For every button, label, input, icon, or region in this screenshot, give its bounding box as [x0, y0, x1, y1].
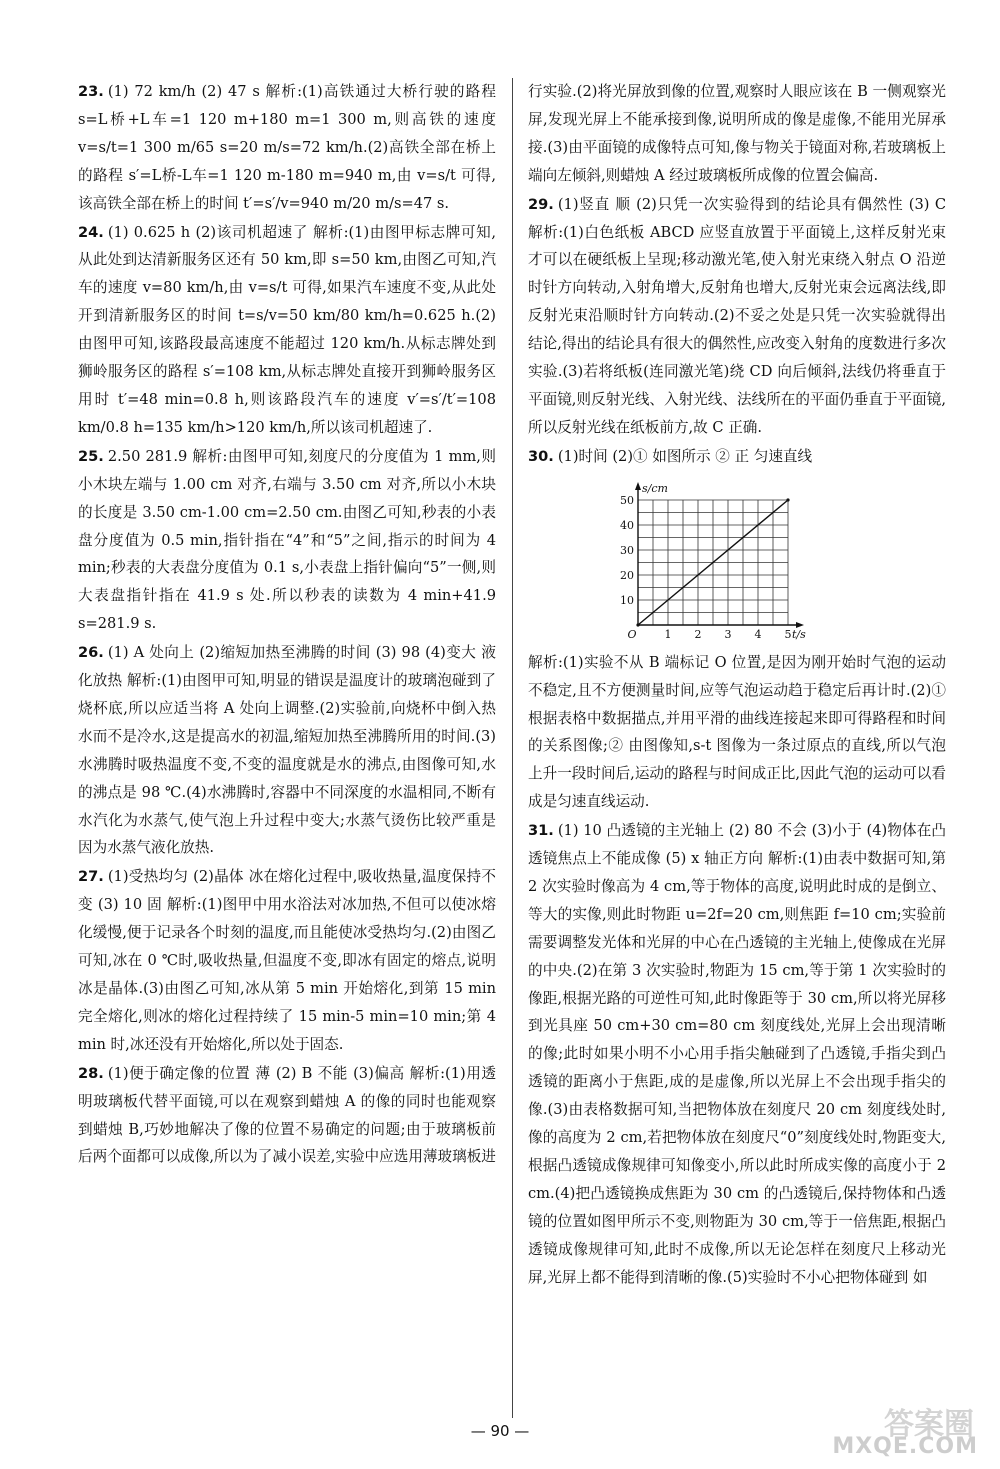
st-graph-svg	[616, 475, 806, 645]
question-number: 23.	[78, 83, 104, 100]
answer-text: (1)受热均匀 (2)晶体 冰在熔化过程中,吸收热量,温度保持不变 (3) 10 固 解析:(1)图甲中用水浴法对冰加热,不但可以使冰熔化缓慢,便于记录各个时刻的温度,而且能使冰受热均匀.(2)由图乙可知,冰在 0 ℃时,吸收热量,但温度不变,即冰有固定的熔点,说明冰是晶体.(3)由图乙可知,冰从第 5 min 开始熔化,到第 15 min 完全熔化,则冰的熔化过程持续了 15 min-5 min=10 min;第 4 min 时,冰还没有开始熔化,所以处于固态.	[78, 868, 496, 1053]
answer-block	[78, 78, 496, 218]
question-number: 31.	[528, 822, 554, 840]
x-tick-label: 5	[784, 627, 792, 641]
data-point	[786, 498, 789, 501]
y-tick-label: 40	[620, 518, 634, 532]
question-number: 26.	[78, 644, 104, 662]
answer-block	[78, 443, 496, 638]
answer-block	[528, 191, 946, 442]
x-tick-label: 1	[664, 627, 672, 641]
answer-text: (1) A 处向上 (2)缩短加热至沸腾的时间 (3) 98 (4)变大 液化放热 解析:(1)由图甲可知,明显的错误是温度计的玻璃泡碰到了烧杯底,所以应适当将 A 处向上调整.(2)实验前,向烧杯中倒入热水而不是冷水,这是提高水的初温,缩短加热至沸腾所用的时间.(3)水沸腾时吸热温度不变,不变的温度就是水的沸点,由图像可知,水的沸点是 98 ℃.(4)水沸腾时,容器中不同深度的水温相同,不断有水汽化为水蒸气,使气泡上升过程中变大;水蒸气烫伤比较严重是因为水蒸气液化放热.	[78, 644, 496, 857]
question-number: 24.	[78, 223, 104, 241]
watermark-site: MXQE.COM	[832, 1434, 978, 1459]
data-point	[636, 623, 639, 626]
answer-text: 行实验.(2)将光屏放到像的位置,观察时人眼应该在 B 一侧观察光屏,发现光屏上不能承接到像,说明所成的像是虚像,不能用光屏承接.(3)由平面镜的成像特点可知,像与物关于镜面对称,若玻璃板上端向左倾斜,则蜡烛 A 经过玻璃板所成像的位置会偏高.	[528, 83, 946, 184]
answer-block	[528, 649, 946, 816]
answer-text: 2.50 281.9 解析:由图甲可知,刻度尺的分度值为 1 mm,则小木块左端与 1.00 cm 对齐,右端与 3.50 cm 对齐,所以小木块的长度是 3.50 cm-1.00 cm=2.50 cm.由图乙可知,秒表的小表盘分度值为 0.5 min,指针指在“4”和“5”之间,指示的时间为 4 min;秒表的大表盘分度值为 0.1 s,小表盘上指针偏向“5”一侧,则大表盘指针指在 41.9 s 处.所以秒表的读数为 4 min+41.9 s=281.9 s.	[78, 447, 496, 633]
page-number: — 90 —	[470, 1422, 530, 1440]
question-number: 27.	[78, 868, 104, 886]
answer-block	[528, 443, 946, 471]
origin-label: O	[627, 627, 637, 641]
answer-text: (1)便于确定像的位置 薄 (2) B 不能 (3)偏高 解析:(1)用透明玻璃板代替平面镜,可以在观察到蜡烛 A 的像的同时也能观察到蜡烛 B,巧妙地解决了像的位置不易确定的问题;由于玻璃板前后两个面都可以成像,所以为了减小误差,实验中应选用薄玻璃板进	[78, 1064, 496, 1166]
answer-text: (1) 10 凸透镜的主光轴上 (2) 80 不会 (3)小于 (4)物体在凸透镜焦点上不能成像 (5) x 轴正方向 解析:(1)由表中数据可知,第 2 次实验时像高为 4 cm,等于物体的高度,说明此时成的是倒立、等大的实像,则此时物距 u=2f=20 cm,则焦距 f=10 cm;实验前需要调整发光体和光屏的中心在凸透镜的主光轴上,使像成在光屏的中央.(2)在第 3 次实验时,物距为 15 cm,等于第 1 次实验时的像距,根据光路的可逆性可知,此时像距等于 30 cm,所以将光屏移到光具座 50 cm+30 cm=80 cm 刻度线处,光屏上会出现清晰的像;此时如果小明不小心用手指尖触碰到了凸透镜,手指尖到凸透镜的距离小于焦距,成的是虚像,所以光屏上不会出现手指尖的像.(3)由表格数据可知,当把物体放在刻度尺 20 cm 刻度线处时,像的高度为 2 cm,若把物体放在刻度尺“0”刻度线处时,物距变大,根据凸透镜成像规律可知像变小,所以此时所成实像的高度小于 2 cm.(4)把凸透镜换成焦距为 30 cm 的凸透镜后,保持物体和凸透镜的位置如图甲所示不变,则物距为 30 cm,等于一倍焦距,根据凸透镜成像规律可知,此时不成像,所以无论怎样在刻度尺上移动光屏,光屏上都不能得到清晰的像.(5)实验时不小心把物体碰到 如	[528, 822, 946, 1286]
answer-text: (1)时间 (2)① 如图所示 ② 正 匀速直线	[557, 447, 813, 465]
answer-block	[528, 78, 946, 190]
answer-block	[528, 817, 946, 1291]
right-column	[528, 78, 946, 1293]
column-divider	[512, 78, 513, 1418]
y-tick-label: 50	[620, 493, 634, 507]
answer-text: (1) 0.625 h (2)该司机超速了 解析:(1)由图甲标志牌可知,从此处到达清新服务区还有 50 km,即 s=50 km,由图乙可知,汽车的速度 v=80 km/h,由 v=s/t 可得,如果汽车速度不变,从此处开到清新服务区的时间 t=s/v=50 km/80 km/h=0.625 h.(2)由图甲可知,该路段最高速度不能超过 120 km/h.从标志牌处到狮岭服务区的路程 s′=108 km,从标志牌处直接开到狮岭服务区用时 t′=48 min=0.8 h,则该路段汽车的速度 v′=s′/t′=108 km/0.8 h=135 km/h>120 km/h,所以该司机超速了.	[78, 223, 496, 436]
answer-block	[78, 639, 496, 862]
x-tick-label: 3	[724, 627, 732, 641]
answer-text: (1)竖直 顺 (2)只凭一次实验得到的结论具有偶然性 (3) C 解析:(1)白色纸板 ABCD 应竖直放置于平面镜上,这样反射光束才可以在硬纸板上呈现;移动激光笔,使入射光束绕入射点 O 沿逆时针方向转动,入射角增大,反射角也增大,反射光束会远离法线,即反射光束沿顺时针方向转动.(2)不妥之处是只凭一次实验就得出结论,得出的结论具有很大的偶然性,应改变入射角的度数进行多次实验.(3)若将纸板(连同激光笔)绕 CD 向后倾斜,法线仍将垂直于平面镜,则反射光线、入射光线、法线所在的平面仍垂直于平面镜,所以反射光线在纸板前方,故 C 正确.	[528, 195, 946, 436]
answer-text: 解析:(1)实验不从 B 端标记 O 位置,是因为刚开始时气泡的运动不稳定,且不方便测量时间,应等气泡运动趋于稳定后再计时.(2)① 根据表格中数据描点,并用平滑的曲线连接起来即可得路程和时间的关系图像;② 由图像知,s-t 图像为一条过原点的直线,所以气泡上升一段时间后,运动的路程与时间成正比,因此气泡的运动可以看成是匀速直线运动.	[528, 653, 946, 811]
x-tick-label: 2	[694, 627, 702, 641]
watermark	[782, 1399, 982, 1461]
x-axis-label: t/s	[792, 627, 806, 641]
x-tick-label: 4	[754, 627, 762, 641]
left-column	[78, 78, 496, 1172]
answer-block	[78, 219, 496, 442]
answer-block	[78, 863, 496, 1058]
y-tick-label: 10	[620, 593, 634, 607]
question-number: 25.	[78, 447, 104, 465]
question-number: 30.	[528, 447, 554, 465]
y-axis-arrow	[635, 482, 641, 490]
question-number: 28.	[78, 1064, 104, 1082]
y-axis-label: s/cm	[642, 481, 668, 495]
question-number: 29.	[528, 195, 554, 213]
watermark-logo: 答案圈	[884, 1407, 974, 1442]
answer-block	[78, 1060, 496, 1172]
y-tick-label: 30	[620, 543, 634, 557]
st-graph	[616, 475, 806, 645]
y-tick-label: 20	[620, 568, 634, 582]
answer-text: (1) 72 km/h (2) 47 s 解析:(1)高铁通过大桥行驶的路程 s=L桥+L车=1 120 m+180 m=1 300 m,则高铁的速度 v=s/t=1 300 m/65 s=20 m/s=72 km/h.(2)高铁全部在桥上的路程 s′=L桥-L车=1 120 m-180 m=940 m,由 v=s/t 可得,该高铁全部在桥上的时间 t′=s′/v=940 m/20 m/s=47 s.	[78, 83, 496, 212]
